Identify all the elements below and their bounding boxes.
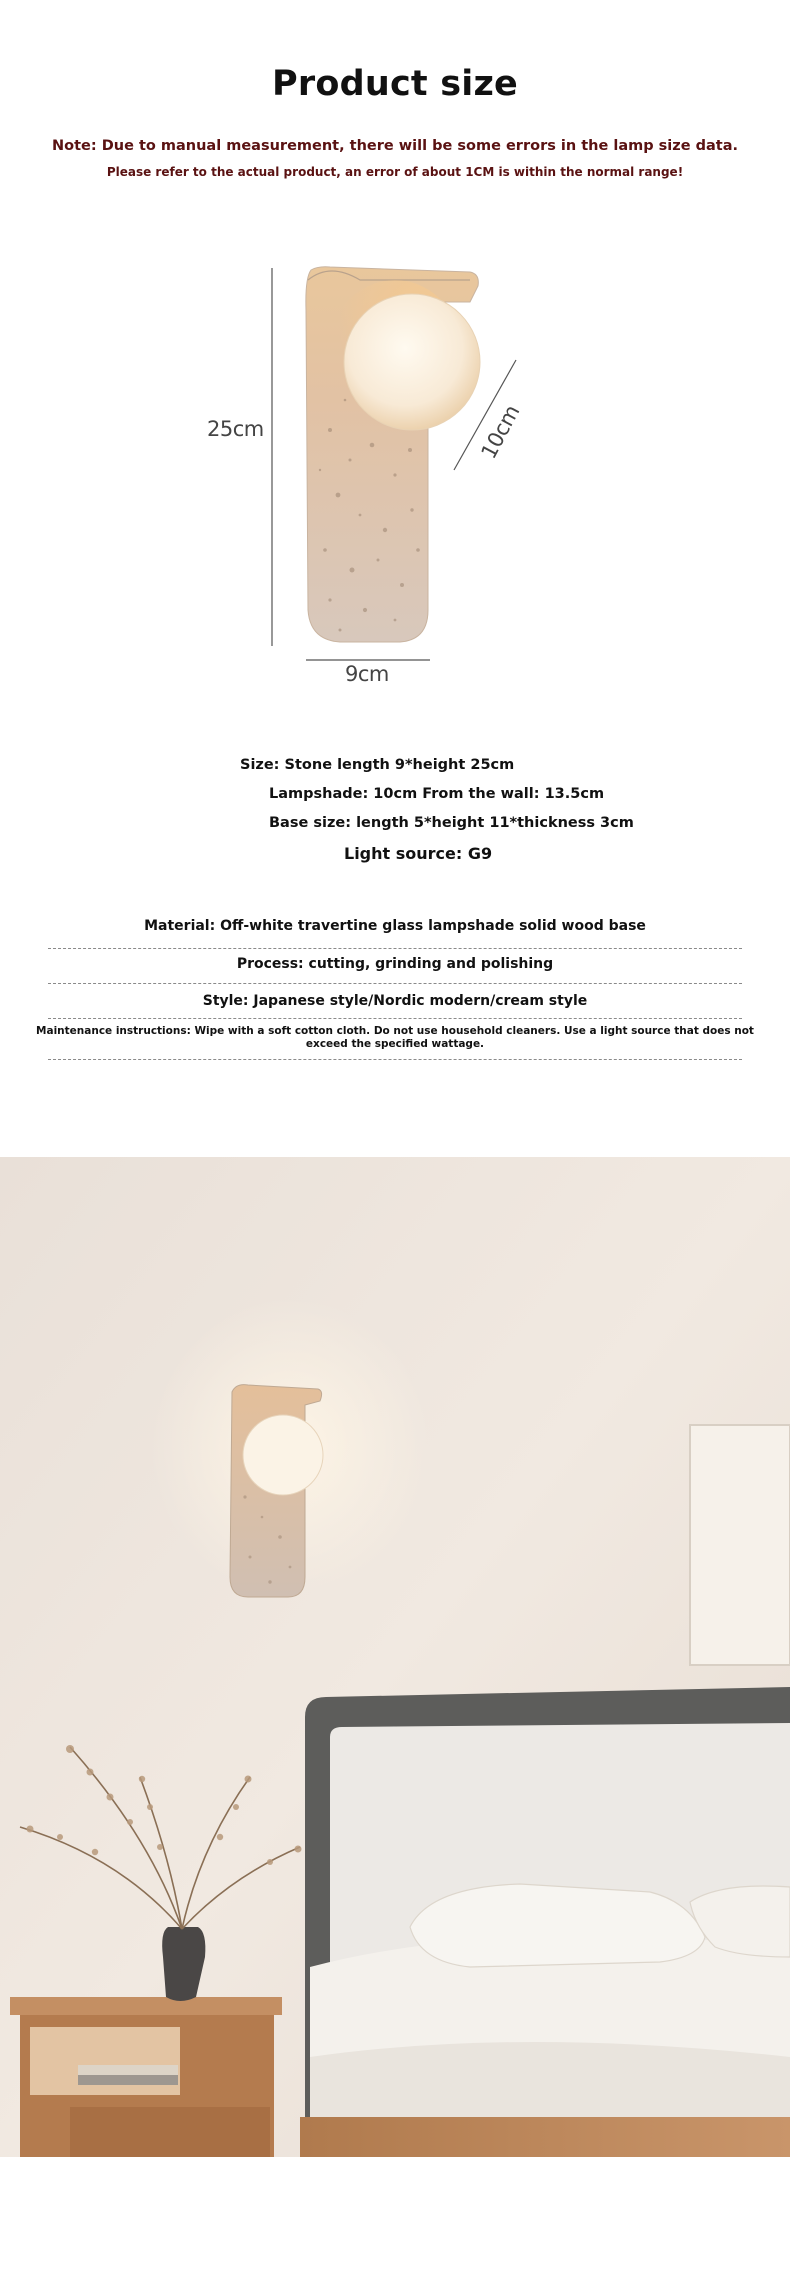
wall-lamp xyxy=(150,1297,430,1597)
maintenance-instructions xyxy=(28,1025,762,1051)
tolerance-note: Please refer to the actual product, an error of about 1CM is within the normal range! xyxy=(106,165,684,179)
spec-size: Size: Stone length 9*height 25cm xyxy=(240,757,515,773)
width-label: 9cm xyxy=(345,662,389,686)
divider xyxy=(48,948,742,949)
bed-frame xyxy=(300,2117,790,2157)
measurement-note: Note: Due to manual measurement, there will be some errors in the lamp size data. xyxy=(52,138,738,154)
shade-diameter-label: 10cm xyxy=(476,401,525,463)
nightstand xyxy=(10,1997,282,2157)
spec-base: Base size: length 5*height 11*thickness 3cm xyxy=(269,815,634,831)
bedroom-scene-photo xyxy=(0,1157,790,2157)
page-title: Product size xyxy=(272,64,518,104)
spec-lampshade: Lampshade: 10cm From the wall: 13.5cm xyxy=(269,786,605,802)
maintenance-line-1: Maintenance instructions: Wipe with a soft cotton cloth. Do not use household cleaners. Use a light source that does not xyxy=(36,1025,754,1037)
height-label: 25cm xyxy=(207,417,264,441)
pillow xyxy=(410,1884,705,1967)
divider xyxy=(48,1018,742,1019)
material-line: Material: Off-white travertine glass lampshade solid wood base xyxy=(144,918,646,934)
process-line: Process: cutting, grinding and polishing xyxy=(236,956,554,972)
spec-light-source: Light source: G9 xyxy=(344,844,493,863)
divider xyxy=(48,1059,742,1060)
maintenance-line-2: exceed the specified wattage. xyxy=(305,1038,485,1050)
lamp-dimension-diagram xyxy=(0,250,790,690)
divider xyxy=(48,983,742,984)
glass-shade xyxy=(344,294,480,430)
framed-canvas xyxy=(690,1425,790,1665)
style-line: Style: Japanese style/Nordic modern/cream style xyxy=(202,993,588,1009)
